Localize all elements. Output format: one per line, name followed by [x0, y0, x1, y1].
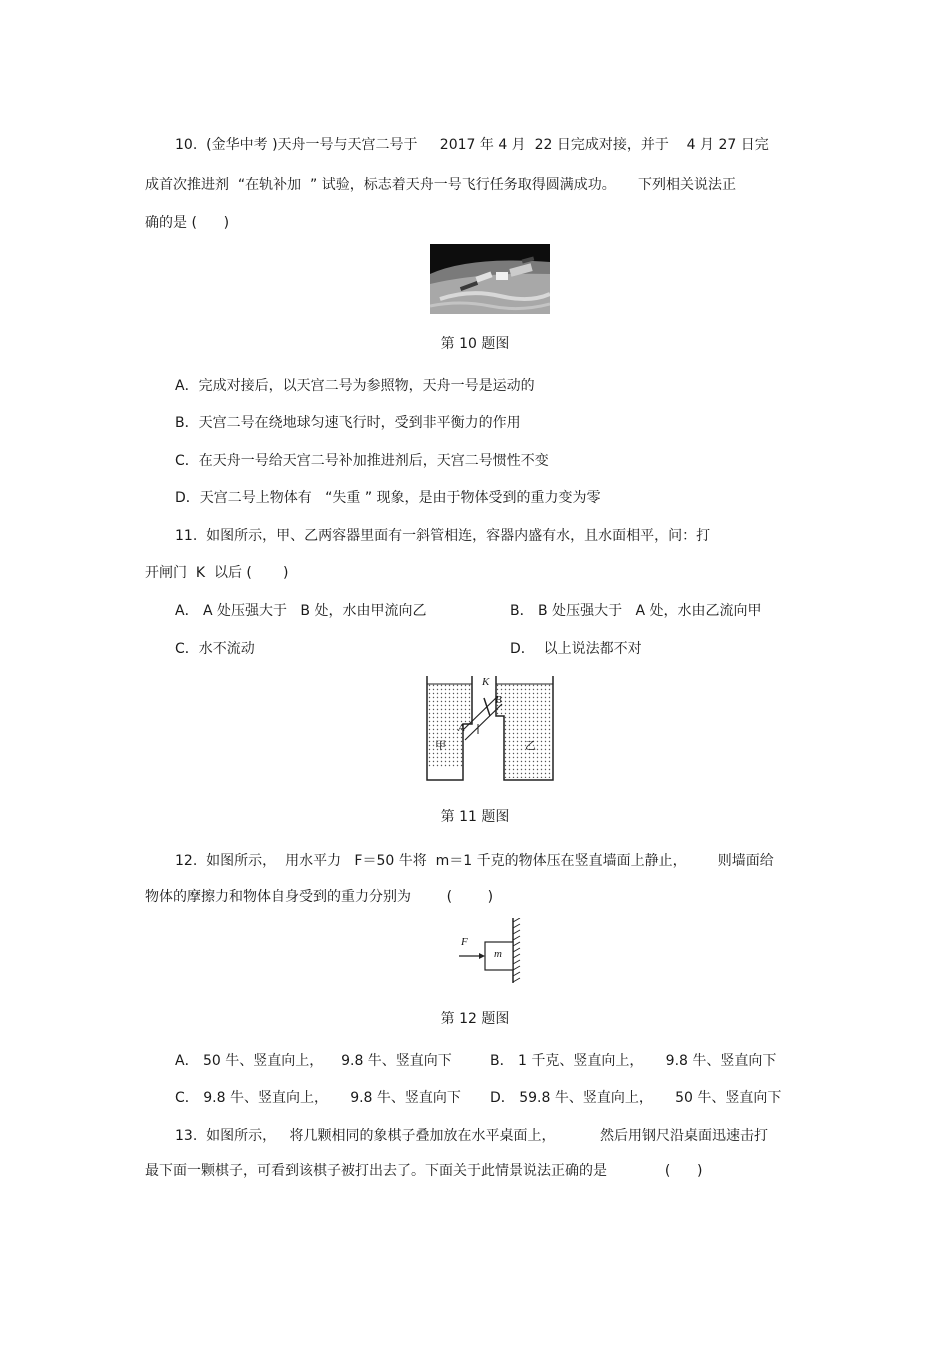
q10-option-b: B．天宫二号在绕地球匀速飞行时，受到非平衡力的作用 — [175, 415, 521, 431]
q12-figure-caption: 第 12 题图 — [440, 1011, 510, 1027]
q10-spacecraft-photo — [430, 244, 550, 314]
q11-containers-diagram — [420, 672, 560, 784]
q10-stem-line-2: 成首次推进剂 “在轨补加 ” 试验，标志着天舟一号飞行任务取得圆满成功。 下列相关说法正 — [145, 177, 737, 193]
q10-stem-line-3: 确的是 ( ) — [145, 215, 230, 231]
q11-label-k: K — [482, 676, 490, 688]
q13-stem-line-1: 13. 如图所示， 将几颗相同的象棋子叠加放在水平桌面上， 然后用钢尺沿桌面迅速击打 — [175, 1128, 769, 1144]
q12-label-m: m — [494, 948, 502, 960]
q11-label-b: B — [495, 694, 502, 706]
q11-option-c: C．水不流动 — [175, 641, 255, 657]
q12-label-f: F — [461, 936, 468, 948]
q11-option-b: B． B 处压强大于 A 处，水由乙流向甲 — [510, 603, 762, 619]
q11-option-d: D． 以上说法都不对 — [510, 641, 642, 657]
q10-option-a: A．完成对接后，以天宫二号为参照物，天舟一号是运动的 — [175, 378, 535, 394]
q11-option-a: A． A 处压强大于 B 处，水由甲流向乙 — [175, 603, 427, 619]
q11-label-a: A — [458, 722, 465, 734]
q10-figure-caption: 第 10 题图 — [440, 336, 510, 352]
q12-stem-line-1: 12. 如图所示， 用水平力 F＝50 牛将 m＝1 千克的物体压在竖直墙面上静止， 则墙面给 — [175, 853, 774, 869]
q12-force-diagram — [455, 918, 530, 983]
q12-option-a: A． 50 牛、竖直向上， 9.8 牛、竖直向下 — [175, 1053, 452, 1069]
q11-label-yi: 乙 — [525, 739, 536, 752]
q10-option-d: D．天宫二号上物体有 “失重 ” 现象，是由于物体受到的重力变为零 — [175, 490, 601, 506]
q11-stem-line-1: 11. 如图所示，甲、乙两容器里面有一斜管相连，容器内盛有水，且水面相平，问：打 — [175, 528, 711, 544]
q13-stem-line-2: 最下面一颗棋子，可看到该棋子被打出去了。下面关于此情景说法正确的是 ( ) — [145, 1163, 703, 1179]
q11-stem-line-2: 开闸门 K 以后 ( ) — [145, 565, 289, 581]
q11-label-jia: 甲 — [435, 739, 446, 752]
q12-option-d: D． 59.8 牛、竖直向上， 50 牛、竖直向下 — [490, 1090, 782, 1106]
q12-stem-line-2: 物体的摩擦力和物体自身受到的重力分别为 ( ) — [145, 889, 494, 905]
q12-option-c: C． 9.8 牛、竖直向上， 9.8 牛、竖直向下 — [175, 1090, 461, 1106]
q11-figure-caption: 第 11 题图 — [440, 809, 510, 825]
q12-option-b: B． 1 千克、竖直向上， 9.8 牛、竖直向下 — [490, 1053, 777, 1069]
q10-stem-line-1: 10. (金华中考 )天舟一号与天宫二号于 2017 年 4 月 22 日完成对接，并于 4 月 27 日完 — [175, 137, 769, 153]
q10-option-c: C．在天舟一号给天宫二号补加推进剂后，天宫二号惯性不变 — [175, 453, 549, 469]
